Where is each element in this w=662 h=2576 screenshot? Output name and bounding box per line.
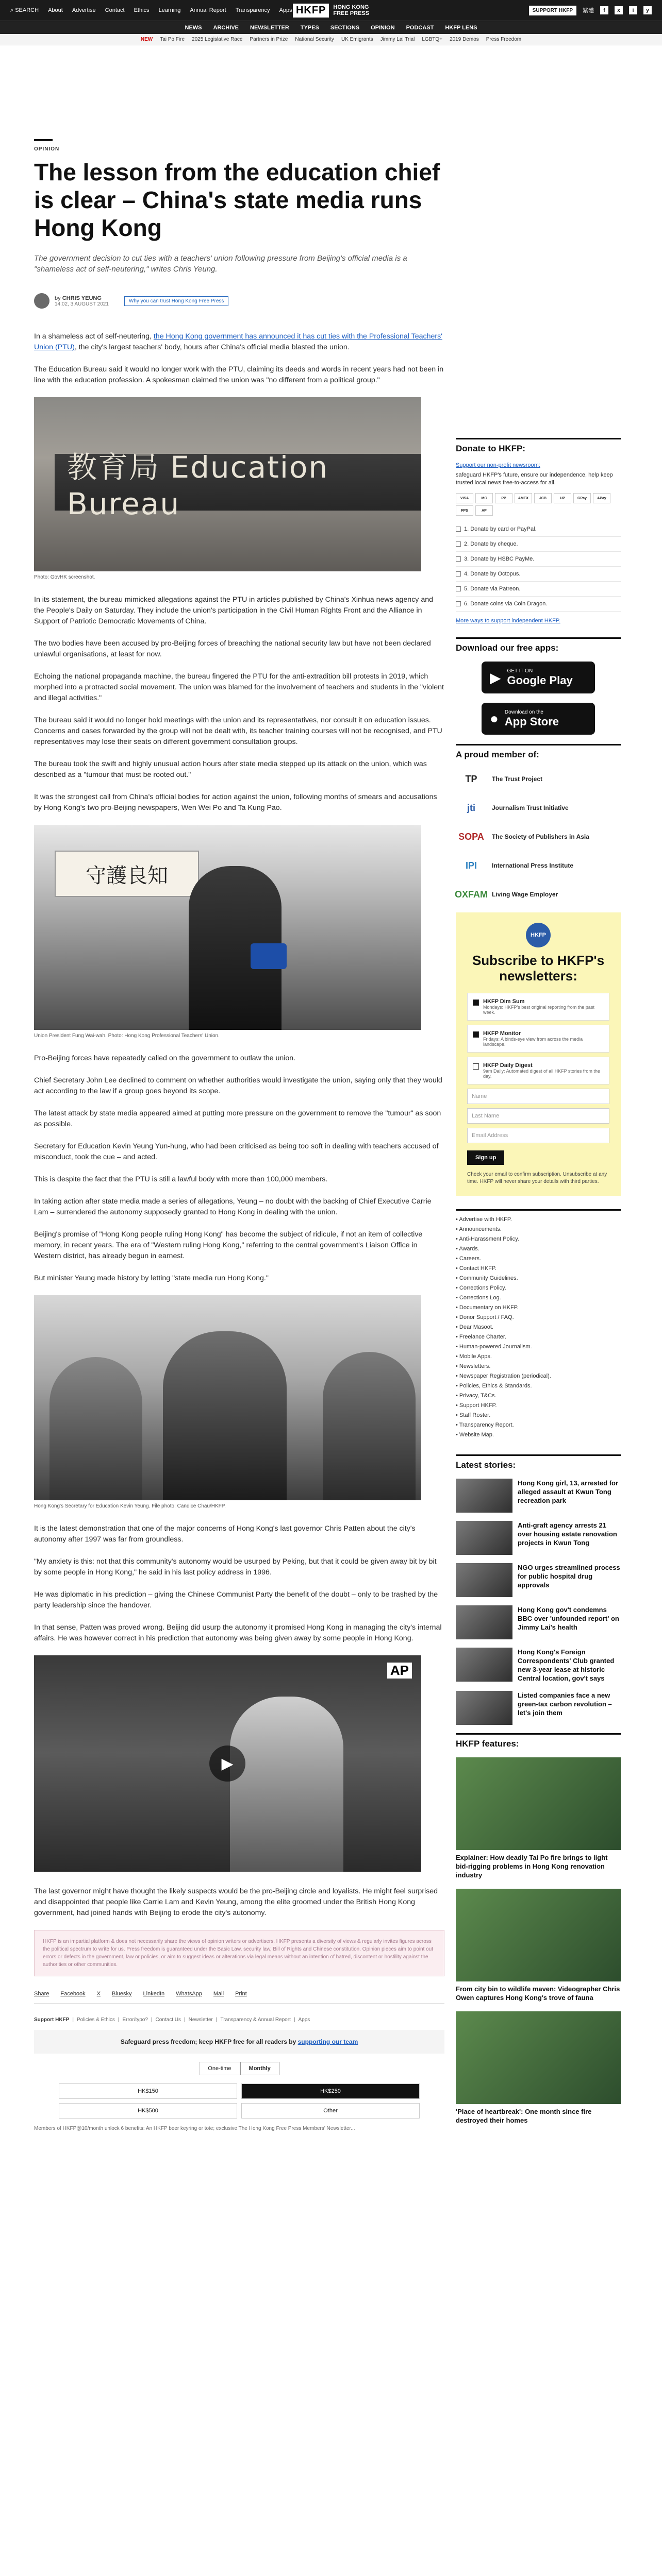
newsletter-text [483,998,604,1015]
footer-link[interactable]: Newsletter [188,2017,213,2023]
donate-option[interactable]: 2. Donate by cheque. [456,537,621,552]
sidebar-link[interactable]: • Community Guidelines. [456,1274,621,1283]
member-name: Living Wage Employer [492,891,558,898]
author-name[interactable]: CHRIS YEUNG [62,295,102,301]
newsletter-name: HKFP Dim Sum [483,998,525,1005]
member-name: The Society of Publishers in Asia [492,833,589,840]
monthly-tab[interactable]: Monthly [240,2062,279,2075]
hkfp-logo: HKFP [526,923,551,947]
footer-link[interactable]: Transparency & Annual Report [220,2017,291,2023]
member-logo: OXFAM [455,889,488,900]
trend-item[interactable]: National Security [295,37,334,42]
section-rule [34,139,53,141]
paragraph: Beijing's promise of "Hong Kong people ruling Hong Kong" has become the subject of ridicule, if not an item of collective memory, in recent years. The era of "Western ruling Hong Kong," referring to the central government's Liaison Office in Western district, has already begun in earnest. [34,1230,423,1260]
donation-amounts [59,2083,420,2119]
support-team-link[interactable]: supporting our team [297,2038,358,2045]
story-thumbnail[interactable] [456,1563,512,1597]
trend-item[interactable]: Partners in Prize [250,37,288,42]
sidebar-rule [456,1209,621,1211]
newsletter-option[interactable] [467,1057,609,1084]
proud-member-title: A proud member of: [456,750,539,759]
member-name: The Trust Project [492,775,543,783]
sidebar-link[interactable]: • Anti-Harassment Policy. [456,1234,621,1244]
sidebar-link[interactable]: • Website Map. [456,1430,621,1440]
bureau-sign: 教育局 Education Bureau [55,454,421,511]
sidebar-rule [456,637,621,639]
member-logo: IPI [465,860,477,871]
trend-item[interactable]: UK Emigrants [341,37,373,42]
kevin-yeung-photo [34,1295,421,1509]
story-title[interactable]: Listed companies face a new green-tax carbon revolution – let's join them [518,1691,612,1717]
fps-icon: FPS [456,505,473,516]
members-note: Members of HKFP@10/month unlock 6 benefits: An HKFP beer keyring or tote; exclusive The Hong Kong Free Press Members' Newsletter... [34,2126,355,2131]
search-link[interactable]: ⌕ SEARCH [10,7,39,13]
member-logo: SOPA [458,831,484,842]
footer-link[interactable]: Policies & Ethics [76,2017,115,2023]
top-link-annual-report[interactable]: Annual Report [190,7,226,13]
member-logo: TP [465,773,477,784]
story-item[interactable] [456,1521,621,1555]
apps-title: Download our free apps: [456,643,559,653]
sidebar-link[interactable]: • Privacy, T&Cs. [456,1391,621,1401]
person-figure [49,1357,142,1500]
footer-link[interactable]: Contact Us [155,2017,181,2023]
member-organisations [456,768,621,905]
feature-item[interactable] [456,1757,621,1879]
nav-newsletter[interactable]: NEWSLETTER [250,24,289,31]
checkbox-icon[interactable] [473,1063,479,1070]
video-figure [230,1697,343,1872]
member-name: Journalism Trust Initiative [492,804,569,811]
sidebar-link[interactable]: • Policies, Ethics & Standards. [456,1381,621,1391]
sidebar-rule [456,438,621,439]
footer-link[interactable]: Error/typo? [122,2017,148,2023]
story-item[interactable] [456,1648,621,1683]
feature-title[interactable]: Explainer: How deadly Tai Po fire brings to light bid-rigging problems in Hong Kong renovation industry [456,1854,608,1879]
education-bureau-photo [34,397,421,580]
photo-caption: Hong Kong's Secretary for Education Kevin Yeung. File photo: Candice Chau/HKFP. [34,1503,226,1509]
sidebar-rule [456,1733,621,1735]
support-hkfp-button[interactable]: SUPPORT HKFP [529,6,576,15]
amex-icon: AMEX [515,493,532,503]
trend-item[interactable]: Jimmy Lai Trial [380,37,415,42]
member-org[interactable] [456,768,621,790]
share-mail[interactable]: Mail [213,1991,224,1997]
google-play-button[interactable]: ▶ GET IT ON Google Play [482,662,595,693]
story-title[interactable]: Hong Kong girl, 13, arrested for alleged assault at Kwun Tong recreation park [518,1479,619,1504]
member-org[interactable] [456,855,621,876]
sidebar-link[interactable]: • Newsletters. [456,1362,621,1371]
sidebar-link[interactable]: • Donor Support / FAQ. [456,1313,621,1323]
trending-bar [0,34,662,45]
paragraph: "My anxiety is this: not that this community's autonomy would be usurped by Peking, but that it could be given away bit by bit by some people in Hong Kong," he said in his last policy address in 1996. [34,1557,437,1577]
feature-image[interactable] [456,1757,621,1850]
language-switch[interactable]: 繁體 [583,8,594,14]
donate-link[interactable]: Support our non-profit newsroom: [456,462,540,468]
mastercard-icon: MC [475,493,493,503]
story-thumbnail[interactable] [456,1605,512,1639]
nav-archive[interactable]: ARCHIVE [213,24,239,31]
top-link-about[interactable]: About [48,7,63,13]
nav-hkfp-lens[interactable]: HKFP LENS [445,24,477,31]
newsletter-desc: Fridays: A binds-eye view from across the media landscape. [483,1037,583,1047]
donation-frequency [34,2062,444,2075]
paragraph: This is despite the fact that the PTU is still a lawful body with more than 100,000 members. [34,1175,328,1183]
member-logo: jti [467,802,475,813]
ap-logo: AP [387,1663,412,1679]
photo-image [34,397,421,571]
sidebar-link[interactable]: • Support HKFP. [456,1401,621,1411]
story-item[interactable] [456,1563,621,1597]
story-thumbnail[interactable] [456,1521,512,1555]
sidebar-link[interactable]: • Announcements. [456,1225,621,1234]
payment-methods [456,493,621,516]
hkfp-link-list [456,1215,621,1440]
sidebar-link[interactable]: • Human-powered Journalism. [456,1342,621,1352]
story-title[interactable]: Anti-graft agency arrests 21 over housing estate renovation projects in Kwun Tong [518,1521,617,1547]
donate-strip: Safeguard press freedom; keep HKFP free for all readers by supporting our team [34,2030,444,2054]
share-whatsapp[interactable]: WhatsApp [176,1991,202,1997]
union-president-photo [34,825,421,1039]
latest-stories [456,1479,621,1725]
sidebar [456,438,621,2134]
sidebar-link[interactable]: • Transparency Report. [456,1420,621,1430]
nav-sections[interactable]: SECTIONS [330,24,360,31]
newsletter-options [467,993,609,1084]
protest-banner: 守護良知 [55,851,199,897]
story-thumbnail[interactable] [456,1479,512,1513]
top-right [369,6,652,15]
unionpay-icon: UP [554,493,571,503]
member-org[interactable] [456,797,621,819]
story-title[interactable]: Hong Kong's Foreign Correspondents' Club granted new 3-year lease at historic Central location, gov't says [518,1648,615,1682]
photo-caption: Photo: GovHK screenshot. [34,574,95,580]
share-print[interactable]: Print [235,1991,247,1997]
feature-item[interactable] [456,1889,621,2002]
story-title[interactable]: NGO urges streamlined process for public hospital drug approvals [518,1564,620,1589]
visa-icon: VISA [456,493,473,503]
sidebar-link[interactable]: • Mobile Apps. [456,1352,621,1362]
jcb-icon: JCB [534,493,552,503]
radio-icon [456,586,461,591]
features-list [456,1757,621,2125]
nav-news[interactable]: NEWS [185,24,202,31]
video-player[interactable] [34,1655,421,1872]
paragraph: In its statement, the bureau mimicked allegations against the PTU in articles published by China's Xinhua news agency and the People's Daily on Saturday. They include the union's participation in the Civil Human Rights Front and the Alliance in Support of Patriotic Democratic Movements of China. [34,596,433,625]
play-store-icon: ▶ [490,669,501,686]
opinion-disclaimer: HKFP is an impartial platform & does not necessarily share the views of opinion writers or advertisers. HKFP presents a diversity of views & regularly invites figures across the political spectrum to write for us. Press freedom is guaranteed under the Basic Law, security law, Bill of Rights and Chinese constitution. Opinion pieces aim to point out errors or defects in the government, law or policies, or aim to suggest ideas or alterations via legal means without an intention of hatred, discontent or hostility against the authorities or other communities. [34,1930,444,1976]
donate-title: Donate to HKFP: [456,444,526,453]
trend-item[interactable]: Tai Po Fire [160,37,185,42]
story-item[interactable] [456,1691,621,1725]
youtube-icon[interactable]: y [643,6,652,14]
sidebar-link[interactable]: • Corrections Log. [456,1293,621,1303]
top-link-contact[interactable]: Contact [105,7,125,13]
paragraph: Secretary for Education Kevin Yeung Yun-hung, who had been criticised as being too soft in dealing with teachers accused of misconduct, took the cue – and acted. [34,1142,439,1161]
sidebar-link[interactable]: • Advertise with HKFP. [456,1215,621,1225]
paragraph: Pro-Beijing forces have repeatedly called on the government to outlaw the union. [34,1054,296,1062]
sidebar-link[interactable]: • Careers. [456,1254,621,1264]
paragraph: The bureau said it would no longer hold meetings with the union and its representatives, nor consult it on education issues. Concerns and cases forwarded by the group will not be dealt with, its teacher training courses will not be recognised, and PTU representatives may lose their seats on different government consultation groups. [34,716,442,746]
newsletter-option[interactable] [467,1025,609,1053]
feature-title[interactable]: 'Place of heartbreak': One month since fire destroyed their homes [456,2108,592,2124]
name-input[interactable]: Name [467,1089,609,1104]
logo-text: HONG KONG FREE PRESS [333,4,370,16]
paragraph: In a shameless act of self-neutering, the Hong Kong government has announced it has cut ties with the Professional Teachers' Union (PTU), the city's largest teachers' body, hours after China's official media blasted the union. [34,332,442,351]
radio-icon [456,541,461,547]
newsletter-option[interactable] [467,993,609,1021]
instagram-icon[interactable]: i [629,6,637,14]
top-bar [0,0,662,21]
article-footer-links: Support HKFP | Policies & Ethics | Error/typo? | Contact Us | Newsletter | Transparency & Annual Report | Apps [34,2017,310,2023]
section-label[interactable]: OPINION [34,146,60,152]
x-icon[interactable]: x [615,6,623,14]
radio-icon [456,601,461,606]
member-org[interactable] [456,884,621,905]
share-label: Share [34,1991,49,1997]
amount-option[interactable]: HK$500 [59,2103,237,2119]
logo-mark: HKFP [293,4,329,18]
author-avatar [34,293,49,309]
subscribe-note: Check your email to confirm subscription. Unsubscribe at any time. HKFP will never share your details with third parties. [467,1172,607,1184]
checkbox-icon[interactable] [473,999,479,1006]
feature-image[interactable] [456,2011,621,2104]
photo-image [34,825,421,1030]
donate-option[interactable]: 3. Donate by HSBC PayMe. [456,552,621,567]
newsletter-desc: 9am Daily: Automated digest of all HKFP stories from the day. [483,1069,600,1079]
article-standfirst: The government decision to cut ties with a teachers' union following pressure from Beijing's official media is a "shameless act of self-neutering," writes Chris Yeung. [34,254,407,274]
article [34,139,444,2131]
newsletter-text [483,1062,604,1079]
nav-podcast[interactable]: PODCAST [406,24,434,31]
top-link-transparency[interactable]: Transparency [235,7,270,13]
sign-up-button[interactable]: Sign up [467,1150,504,1165]
radio-icon [456,556,461,562]
share-facebook[interactable]: Facebook [60,1991,86,1997]
donate-option[interactable]: 5. Donate via Patreon. [456,582,621,597]
byline [34,293,444,309]
publish-date: 14:02, 3 AUGUST 2021 [55,301,109,307]
trend-item[interactable]: 2019 Demos [450,37,479,42]
sidebar-link[interactable]: • Staff Roster. [456,1411,621,1420]
sidebar-link[interactable]: • Contact HKFP. [456,1264,621,1274]
apple-pay-icon: APay [593,493,610,503]
subscribe-title: Subscribe to HKFP's newsletters: [472,953,605,984]
paragraph: But minister Yeung made history by letting "state media run Hong Kong." [34,1274,269,1282]
paragraph: The latest attack by state media appeared aimed at putting more pressure on the government to remove the "tumour" as soon as possible. [34,1109,441,1128]
last-name-input[interactable]: Last Name [467,1108,609,1124]
paragraph: Echoing the national propaganda machine, the bureau fingered the PTU for the anti-extradition bill protests in 2019, which morphed into a protracted social movement. The union was blamed for the involvement of teachers and students in the "violent and illegal activities." [34,672,444,702]
newsletter-signup [456,912,621,1196]
paragraph: The bureau took the swift and highly unusual action hours after state media stepped up its attack on the union, which was described as a "tumour that must be rooted out." [34,760,427,779]
alipay-icon: AP [475,505,493,516]
sidebar-link[interactable]: • Corrections Policy. [456,1283,621,1293]
share-x[interactable]: X [96,1991,101,1997]
trend-item[interactable]: Press Freedom [486,37,522,42]
sidebar-rule [456,1454,621,1456]
story-item[interactable] [456,1605,621,1639]
feature-image[interactable] [456,1889,621,1981]
newsletter-desc: Mondays: HKFP's best original reporting from the past week. [483,1005,594,1015]
feature-title[interactable]: From city bin to wildlife maven: Videographer Chris Owen captures Hong Kong's trove of fauna [456,1985,620,2002]
photo-caption: Union President Fung Wai-wah. Photo: Hong Kong Professional Teachers' Union. [34,1033,220,1039]
trend-item[interactable]: LGBTQ+ [422,37,443,42]
amount-option-other[interactable]: Other [241,2103,420,2119]
sidebar-link[interactable]: • Awards. [456,1244,621,1254]
search-icon: ⌕ [10,7,15,13]
facebook-icon[interactable]: f [600,6,608,14]
donate-option[interactable]: 1. Donate by card or PayPal. [456,522,621,537]
donate-option[interactable]: 4. Donate by Octopus. [456,567,621,582]
donate-option[interactable]: 6. Donate coins via Coin Dragon. [456,597,621,612]
share-linkedin[interactable]: LinkedIn [143,1991,165,1997]
paragraph: Chief Secretary John Lee declined to comment on whether authorities would investigate the union, saying only that they would act according to the law if a group goes beyond its scope. [34,1076,442,1095]
top-link-apps[interactable]: Apps [279,7,292,13]
top-link-learning[interactable]: Learning [158,7,181,13]
member-name: International Press Institute [492,862,574,869]
article-title: The lesson from the education chief is clear – China's state media runs Hong Kong [34,159,440,241]
person-figure [163,1331,287,1500]
member-org[interactable] [456,826,621,848]
email-input[interactable]: Email Address [467,1128,609,1143]
paragraph: In that sense, Patten was proved wrong. Beijing did usurp the autonomy it promised Hong Kong in managing the city's internal affairs. He was however correct in his prediction that autonomy was being given away by some people in Hong Kong. [34,1623,442,1642]
new-badge: NEW [140,37,153,42]
donate-text: safeguard HKFP's future, ensure our independence, help keep trusted local news free-to-access for all. [456,472,613,486]
nav-types[interactable]: TYPES [300,24,319,31]
top-link-ethics[interactable]: Ethics [134,7,150,13]
footer-link[interactable]: Support HKFP [34,2017,70,2023]
sidebar-link[interactable]: • Freelance Charter. [456,1332,621,1342]
play-icon[interactable]: ▶ [209,1745,245,1782]
radio-icon [456,571,461,577]
paragraph: The last governor might have thought the likely suspects would be the pro-Beijing circle and loyalists. He might feel surprised and disappointed that people like Carrie Lam and Kevin Yeung, among the elite groomed under the British Hong Kong government, had joined hands with Beijing to erode the city's autonomy. [34,1887,438,1917]
more-ways-link[interactable]: More ways to support independent HKFP. [456,618,560,624]
story-thumbnail[interactable] [456,1648,512,1682]
story-title[interactable]: Hong Kong gov't condemns BBC over 'unfounded report' on Jimmy Lai's health [518,1606,619,1631]
byline-info: by CHRIS YEUNG 14:02, 3 AUGUST 2021 [55,295,109,307]
one-time-tab[interactable]: One-time [199,2062,240,2075]
footer-link[interactable]: Apps [298,2017,310,2023]
amount-option-selected[interactable]: HK$250 [241,2083,420,2099]
checkbox-icon[interactable] [473,1031,479,1038]
paragraph: In taking action after state media made a series of allegations, Yeung – no doubt with the backing of Chief Executive Carrie Lam – surrendered the autonomy supposedly granted to Hong Kong in dealing with the union. [34,1197,432,1216]
paragraph: It was the strongest call from China's official bodies for action against the union, following months of smears and accusations by Hong Kong's two pro-Beijing newspapers, Wen Wei Po and Ta Kung Pao. [34,793,437,812]
google-pay-icon: GPay [573,493,591,503]
features-title: HKFP features: [456,1739,519,1749]
newsletter-name: HKFP Daily Digest [483,1062,533,1069]
paragraph: The Education Bureau said it would no longer work with the PTU, claiming its deeds and words in recent years had not been in line with the education profession. A spokesman claimed the union was "no different from a political group." [34,365,444,384]
ptu-link[interactable]: the Hong Kong government has announced it has cut ties with the Professional Teachers' Union (PTU) [34,332,442,351]
newsletter-name: HKFP Monitor [483,1030,521,1037]
why-trust-button[interactable]: Why you can trust Hong Kong Free Press [124,296,229,306]
microphone [251,943,287,969]
top-links [10,7,293,14]
story-item[interactable] [456,1479,621,1513]
top-link-advertise[interactable]: Advertise [72,7,96,13]
latest-stories-title: Latest stories: [456,1460,516,1470]
paypal-icon: PP [495,493,512,503]
radio-icon [456,527,461,532]
paragraph: He was diplomatic in his prediction – giving the Chinese Communist Party the benefit of the doubt – only to be trashed by the party leadership since the handover. [34,1590,438,1609]
story-thumbnail[interactable] [456,1691,512,1725]
sidebar-link[interactable]: • Documentary on HKFP. [456,1303,621,1313]
amount-option[interactable]: HK$150 [59,2083,237,2099]
main-nav [0,21,662,34]
sidebar-rule [456,744,621,745]
paragraph: It is the latest demonstration that one of the major concerns of Hong Kong's last governor Chris Patten about the city's autonomy after 1997 was far from groundless. [34,1524,416,1544]
sidebar-link[interactable]: • Newspaper Registration (periodical). [456,1371,621,1381]
share-bluesky[interactable]: Bluesky [112,1991,132,1997]
person-figure [323,1352,416,1500]
apple-icon: ● [490,710,499,726]
site-logo[interactable] [293,4,369,18]
sidebar-link[interactable]: • Dear Masoot. [456,1323,621,1332]
trend-item[interactable]: 2025 Legislative Race [192,37,243,42]
paragraph: The two bodies have been accused by pro-Beijing forces of breaching the national security law but have not been declared unlawful organisations, at least for now. [34,639,431,658]
nav-opinion[interactable]: OPINION [371,24,395,31]
share-bar [34,1991,444,2004]
newsletter-text [483,1030,604,1047]
photo-image [34,1295,421,1500]
feature-item[interactable] [456,2011,621,2125]
app-store-button[interactable]: ● Download on the App Store [482,703,595,735]
